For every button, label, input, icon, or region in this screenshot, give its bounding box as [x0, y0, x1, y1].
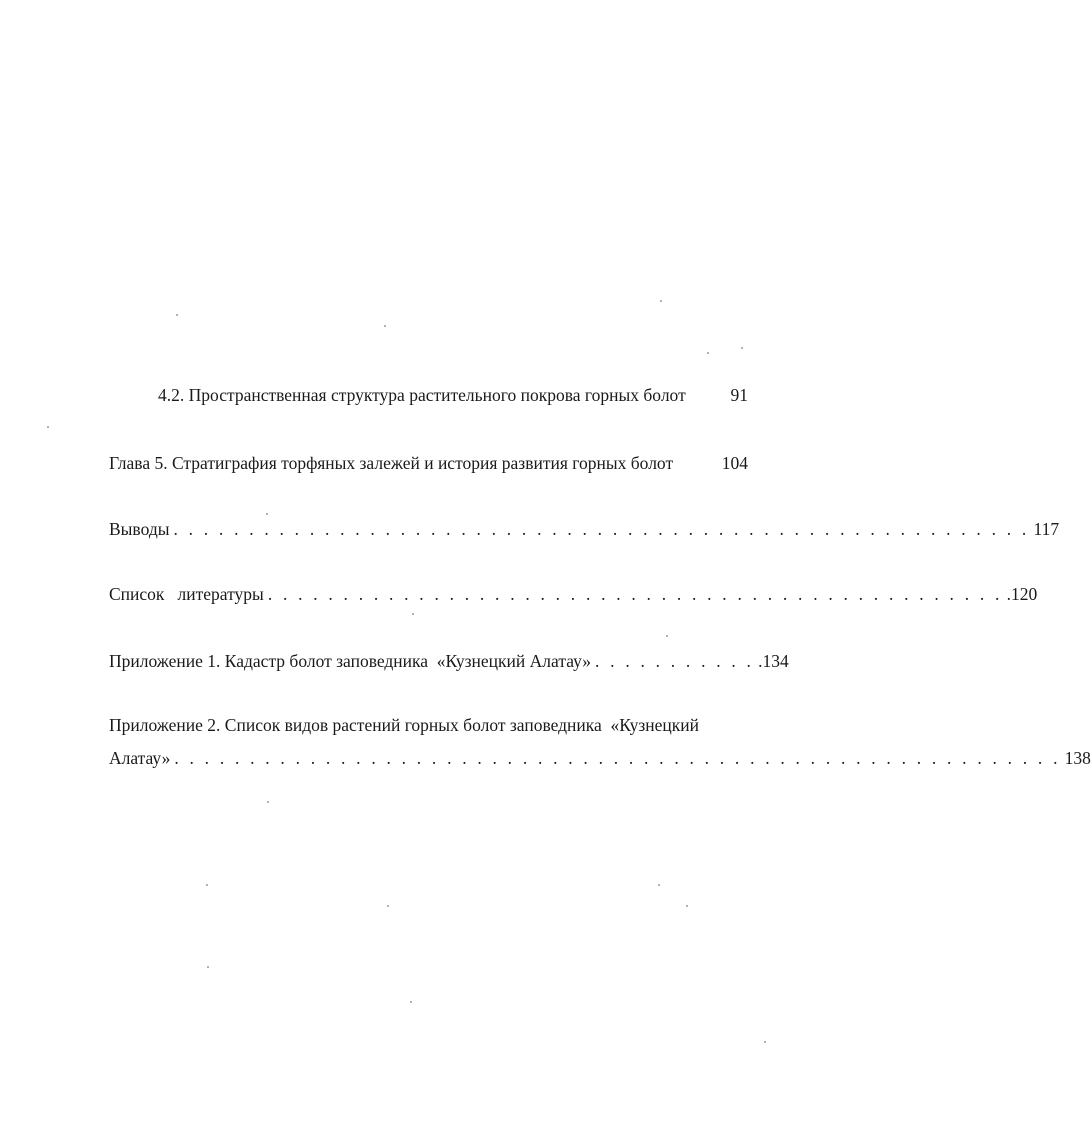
- toc-entry-conclusions[interactable]: [109, 518, 1060, 540]
- toc-leader-dots: . . . . . . . . . . . . . . . . . . . . . . . . . . . . . . . . . . . . . . . . . . . . . . . . . . . . . . . . .: [173, 519, 1030, 539]
- scan-speck: [410, 1001, 412, 1003]
- toc-entry-chapter-5[interactable]: [109, 452, 748, 474]
- toc-entry-page-number: 138: [1064, 748, 1091, 768]
- toc-entry-title: Выводы: [109, 519, 170, 539]
- toc-entry-title: Глава 5. Стратиграфия торфяных залежей и история развития горных болот: [109, 453, 674, 473]
- scan-speck: [412, 613, 414, 615]
- toc-entry-page-number: 104: [721, 453, 748, 473]
- toc-entry-appendix-2-continuation[interactable]: [109, 747, 1091, 769]
- scan-speck: [387, 905, 389, 907]
- scan-speck: [47, 426, 49, 428]
- toc-entry-page-number: 117: [1033, 519, 1060, 539]
- scan-speck: [176, 314, 178, 316]
- scan-speck: [764, 1041, 766, 1043]
- toc-entry-title-line-2: Алатау»: [109, 748, 171, 768]
- scan-speck: [686, 905, 688, 907]
- scan-speck: [658, 884, 660, 886]
- scan-speck: [741, 347, 743, 349]
- scan-speck: [707, 352, 709, 354]
- toc-entry-title: Список литературы: [109, 584, 264, 604]
- toc-entry-page-number: 91: [730, 385, 748, 405]
- scan-speck: [660, 300, 662, 302]
- toc-entry-title: 4.2. Пространственная структура растительного покрова горных болот: [158, 385, 686, 405]
- scan-speck: [206, 884, 208, 886]
- toc-entry-appendix-1[interactable]: [109, 650, 789, 672]
- toc-entry-title: Приложение 1. Кадастр болот заповедника «Кузнецкий Алатау»: [109, 651, 592, 671]
- toc-entry-page-number: .134: [758, 651, 789, 671]
- scan-speck: [266, 513, 268, 515]
- toc-leader-dots: . . . . . . . . . . .: [595, 651, 755, 671]
- scan-speck: [666, 635, 668, 637]
- toc-leader-dots: . . . . . . . . . . . . . . . . . . . . . . . . . . . . . . . . . . . . . . . . . . . . . . . . .: [267, 584, 1003, 604]
- toc-entry-appendix-2[interactable]: [109, 714, 748, 736]
- scan-speck: [207, 966, 209, 968]
- toc-leader-dots: . . . . . . . . . . . . . . . . . . . . . . . . . . . . . . . . . . . . . . . . . . . . . . . . . . . . . . . . . . .: [174, 748, 1061, 768]
- toc-entry-4-2[interactable]: [158, 384, 748, 406]
- toc-entry-title-line-1: Приложение 2. Список видов растений горных болот заповедника «Кузнецкий: [109, 715, 700, 735]
- scan-speck: [384, 325, 386, 327]
- scan-speck: [267, 801, 269, 803]
- toc-entry-page-number: .120: [1006, 584, 1038, 604]
- toc-entry-references[interactable]: [109, 583, 1038, 605]
